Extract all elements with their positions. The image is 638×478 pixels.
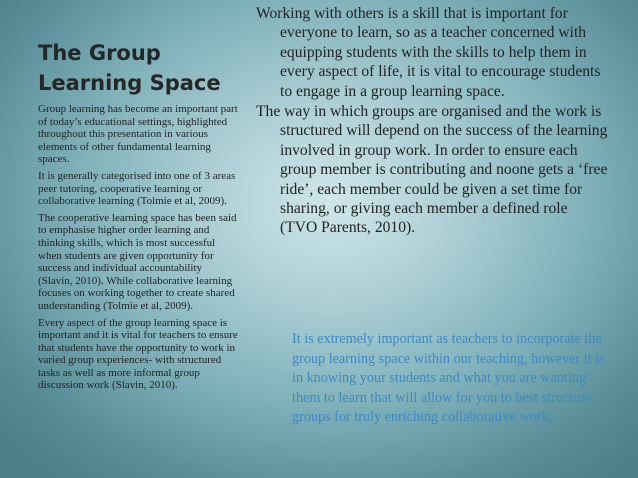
slide-title-line-1: The Group — [38, 41, 161, 65]
left-paragraph: It is generally categorised into one of 3 areas peer tutoring, cooperative learning or collaborative learning (Tolmie et al, 2009). — [38, 169, 236, 208]
right-paragraph: The way in which groups are organised and the work is structured will depend on the success of the learning involved in group work. In order to ensure each group member is contributing and noone gets a ‘free ride’, each member could be given a set time for sharing, or giving each member a defined role (TVO Parents, 2010). — [256, 103, 608, 237]
left-text-column — [38, 103, 238, 396]
slide-title-line-2: Learning Space — [38, 71, 221, 95]
right-text-column — [256, 4, 608, 239]
right-paragraph: Working with others is a skill that is important for everyone to learn, so as a teacher concerned with equipping students with the skills to help them in every aspect of life, it is vital to encourage students to engage in a group learning space. — [256, 5, 601, 100]
slide-title — [38, 38, 238, 98]
left-paragraph: Every aspect of the group learning space is important and it is vital for teachers to ensure that students have the opportunity to work in varied group experiences- with structured tasks as well as more informal group discussion work (Slavin, 2010). — [38, 316, 238, 392]
left-paragraph: Group learning has become an important part of today’s educational settings, highlighted throughout this presentation in various elements of other fundamental learning spaces. — [38, 103, 238, 166]
highlight-note: It is extremely important as teachers to incorporate the group learning space within our teaching, however it is in knowing your students and what you are wanting them to learn that will allow for you to best structure groups for truly enriching collaborative work. — [292, 331, 605, 426]
left-paragraph: The cooperative learning space has been said to emphasise higher order learning and thinking skills, which is most successful when students are given opportunity for success and individual accountability (Slavin, 2010). While collaborative learning focuses on working together to create shared understanding (Tolmie et al, 2009). — [38, 211, 237, 312]
